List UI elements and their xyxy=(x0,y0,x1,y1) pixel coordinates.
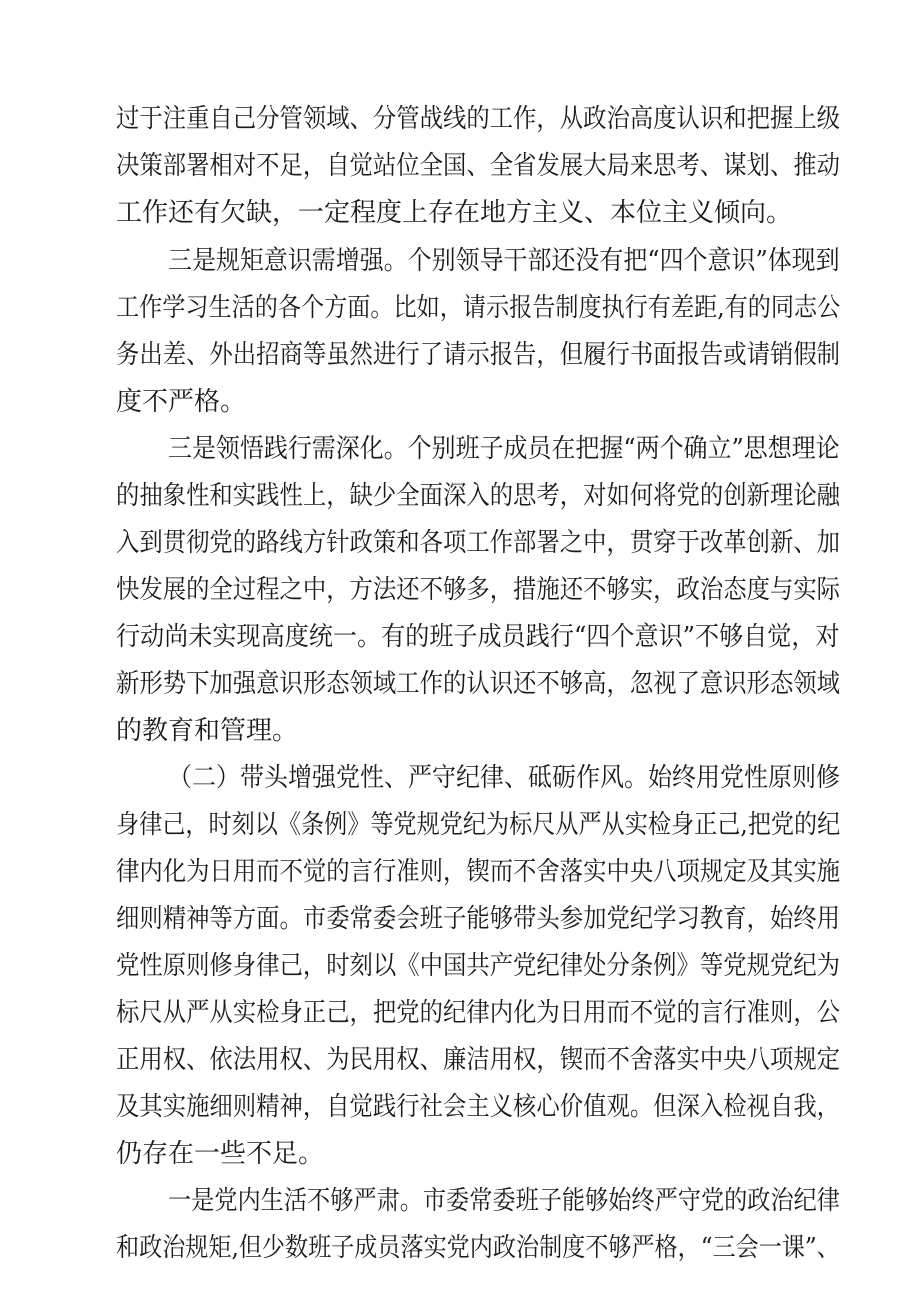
text-line-16: 身律己，时刻以《条例》等党规党纪为标尺从严从实检身正己,把党的纪 xyxy=(116,810,841,840)
text-line-11: 快发展的全过程之中，方法还不够多，措施还不够实，政治态度与实际 xyxy=(116,575,841,605)
text-line-7: 度不严格。 xyxy=(116,387,247,417)
text-line-21: 正用权、依法用权、为民用权、廉洁用权，锲而不舍落实中央八项规定 xyxy=(116,1045,841,1075)
text-line-24: 一是党内生活不够严肃。市委常委班子能够始终严守党的政治纪律 xyxy=(168,1186,840,1216)
text-line-1: 过于注重自己分管领域、分管战线的工作，从政治高度认识和把握上级 xyxy=(116,104,841,134)
text-line-25: 和政治规矩,但少数班子成员落实党内政治制度不够严格，“三会一课”、 xyxy=(116,1233,840,1263)
text-line-5: 工作学习生活的各个方面。比如，请示报告制度执行有差距,有的同志公 xyxy=(116,293,841,323)
text-line-12: 行动尚未实现高度统一。有的班子成员践行“四个意识”不够自觉，对 xyxy=(116,622,840,652)
text-line-2: 决策部署相对不足，自觉站位全国、全省发展大局来思考、谋划、推动 xyxy=(116,151,841,181)
text-line-3: 工作还有欠缺，一定程度上存在地方主义、本位主义倾向。 xyxy=(116,198,793,228)
text-line-17: 律内化为日用而不觉的言行准则，锲而不舍落实中央八项规定及其实施 xyxy=(116,857,841,887)
text-line-19: 党性原则修身律己，时刻以《中国共产党纪律处分条例》等党规党纪为 xyxy=(116,951,841,981)
text-line-4: 三是规矩意识需增强。个别领导干部还没有把“四个意识”体现到 xyxy=(168,246,840,276)
text-line-20: 标尺从严从实检身正己，把党的纪律内化为日用而不觉的言行准则，公 xyxy=(116,998,841,1028)
text-line-8: 三是领悟践行需深化。个别班子成员在把握“两个确立”思想理论 xyxy=(168,434,840,464)
text-line-18: 细则精神等方面。市委常委会班子能够带头参加党纪学习教育，始终用 xyxy=(116,904,841,934)
text-line-10: 入到贯彻党的路线方针政策和各项工作部署之中，贯穿于改革创新、加 xyxy=(116,528,841,558)
text-line-13: 新形势下加强意识形态领域工作的认识还不够高，忽视了意识形态领域 xyxy=(116,669,841,699)
text-line-15: （二）带头增强党性、严守纪律、砥砺作风。始终用党性原则修 xyxy=(168,763,841,793)
text-line-22: 及其实施细则精神，自觉践行社会主义核心价值观。但深入检视自我， xyxy=(116,1092,841,1122)
text-line-6: 务出差、外出招商等虽然进行了请示报告，但履行书面报告或请销假制 xyxy=(116,340,841,370)
text-line-14: 的教育和管理。 xyxy=(116,716,299,746)
text-line-9: 的抽象性和实践性上，缺少全面深入的思考，对如何将党的创新理论融 xyxy=(116,481,841,511)
text-line-23: 仍存在一些不足。 xyxy=(116,1139,325,1169)
